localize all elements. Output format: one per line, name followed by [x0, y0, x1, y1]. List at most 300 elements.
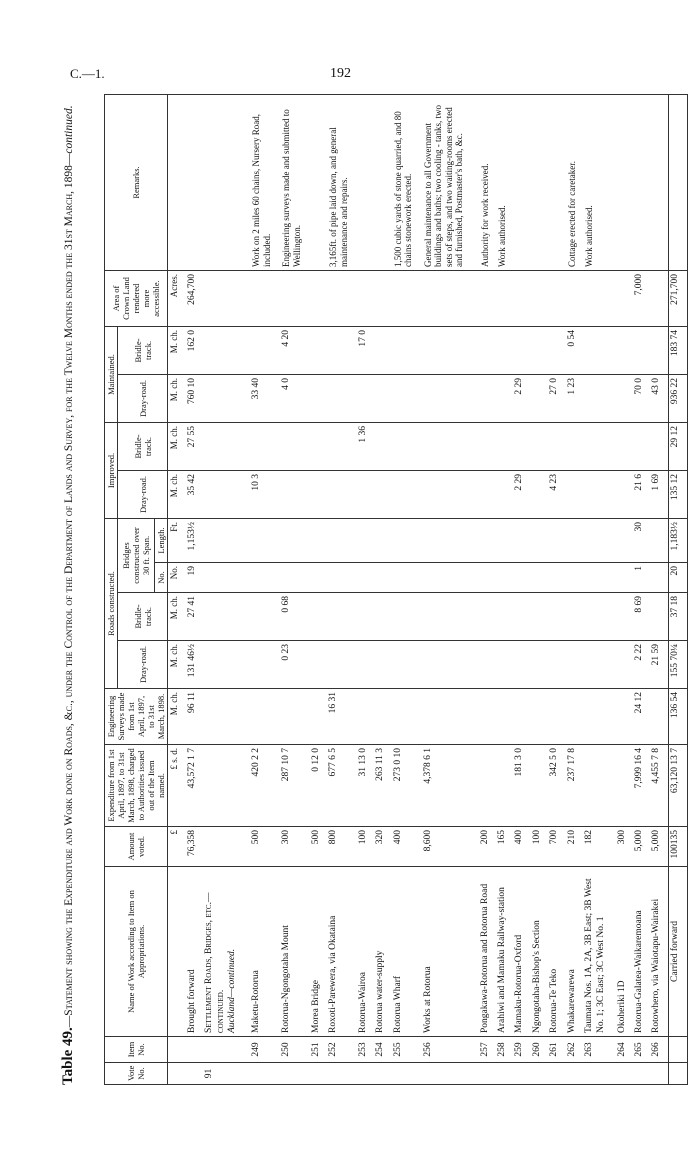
- cell-m-bridle: [327, 326, 357, 374]
- cell-bridges-length: [566, 519, 583, 563]
- table-caption: [60, 95, 77, 1085]
- cell-c-bridle: [496, 593, 513, 641]
- cell-surveys: [422, 689, 479, 745]
- cell-expenditure: 342 5 0: [548, 745, 565, 827]
- cell-amount: 210: [566, 827, 583, 867]
- cell-m-dray: 2 29: [513, 374, 530, 422]
- cell-expenditure: 677 6 5: [327, 745, 357, 827]
- cell-area: [374, 270, 391, 326]
- cell-bridges-length: [392, 519, 422, 563]
- cell-remarks: [531, 94, 548, 270]
- table-row: [583, 94, 615, 1084]
- cell-expenditure: [531, 745, 548, 827]
- cell-surveys: [650, 689, 668, 745]
- cell-c-bridle: [479, 593, 496, 641]
- cell-c-bridle: [310, 593, 327, 641]
- table-row: [616, 94, 633, 1084]
- cell-remarks: General maintenance to all Government buildings and baths; two cooling - tanks, two sets of steps, and two waiting-rooms erected and furnished, Postmaster's bath, &c.: [422, 94, 479, 270]
- cell-remarks: Authority for work received.: [479, 94, 496, 270]
- cell-c-dray: 21 59: [650, 641, 668, 689]
- section-row: [203, 94, 250, 1084]
- cell-m-bridle: [479, 326, 496, 374]
- unit-cell: £ s. d.: [168, 745, 186, 827]
- cell-c-dray: [566, 641, 583, 689]
- cell-surveys: 136 54: [669, 689, 688, 745]
- table-row: [280, 94, 310, 1084]
- cell-i-dray: [496, 471, 513, 519]
- cell-amount: 5,000: [650, 827, 668, 867]
- cell-m-bridle: 4 20: [280, 326, 310, 374]
- cell-i-dray: [566, 471, 583, 519]
- cell-vote: [548, 1063, 565, 1085]
- cell-c-dray: 0 23: [280, 641, 310, 689]
- cell-area: [531, 270, 548, 326]
- header-improved-dray: Dray-road.: [118, 471, 168, 519]
- cell-bridges-length: [479, 519, 496, 563]
- cell-area: [583, 270, 615, 326]
- cell-surveys: [280, 689, 310, 745]
- cell-vote: [422, 1063, 479, 1085]
- cell-bridges-no: [513, 563, 530, 593]
- cell-surveys: [496, 689, 513, 745]
- vote-number: 91: [203, 1063, 250, 1085]
- cell-area: 264,700: [186, 270, 203, 326]
- cell-bridges-length: [280, 519, 310, 563]
- cell-c-dray: [357, 641, 374, 689]
- cell-vote: [280, 1063, 310, 1085]
- cell-c-dray: [310, 641, 327, 689]
- cell-bridges-no: [357, 563, 374, 593]
- cell-expenditure: 63,120 13 7: [669, 745, 688, 827]
- cell-i-bridle: 27 55: [186, 422, 203, 470]
- cell-name: Roxoti-Parewera, via Okataina: [327, 867, 357, 1037]
- cell-m-dray: [496, 374, 513, 422]
- cell-area: [548, 270, 565, 326]
- brought-forward-row: [186, 94, 203, 1084]
- cell-amount: 100: [357, 827, 374, 867]
- cell-bridges-length: [357, 519, 374, 563]
- cell-area: [650, 270, 668, 326]
- cell-area: [357, 270, 374, 326]
- header-maintained-dray: Dray-road.: [118, 374, 168, 422]
- cell-i-bridle: [374, 422, 391, 470]
- table-row: [310, 94, 327, 1084]
- cell-item-no: 261: [548, 1037, 565, 1063]
- cell-item-no: 258: [496, 1037, 513, 1063]
- cell-bridges-length: 30: [633, 519, 650, 563]
- cell-bridges-no: [583, 563, 615, 593]
- cell-name: Pongakawa-Rotorua and Rotorua Road: [479, 867, 496, 1037]
- cell-surveys: [479, 689, 496, 745]
- cell-m-dray: [422, 374, 479, 422]
- table-row: [496, 94, 513, 1084]
- cell-item-no: 265: [633, 1037, 650, 1063]
- cell-remarks: Work authorised.: [583, 94, 615, 270]
- cell-c-bridle: [616, 593, 633, 641]
- cell-i-bridle: [392, 422, 422, 470]
- cell-amount: 500: [250, 827, 280, 867]
- cell-area: [327, 270, 357, 326]
- cell-expenditure: 43,572 1 7: [186, 745, 203, 827]
- units-row: [168, 94, 186, 1084]
- cell-amount: 165: [496, 827, 513, 867]
- cell-remarks: 3,165ft. of pipe laid down, and general maintenance and repairs.: [327, 94, 357, 270]
- cell-m-bridle: [633, 326, 650, 374]
- cell-expenditure: [616, 745, 633, 827]
- cell-m-bridle: [583, 326, 615, 374]
- cell-bridges-no: [531, 563, 548, 593]
- cell-bridges-length: [548, 519, 565, 563]
- cell-bridges-no: [496, 563, 513, 593]
- header-remarks: Remarks.: [105, 94, 168, 270]
- cell-bridges-length: [650, 519, 668, 563]
- header-maintained: Maintained.: [105, 326, 118, 422]
- cell-vote: [392, 1063, 422, 1085]
- cell-m-bridle: [422, 326, 479, 374]
- cell-m-bridle: [250, 326, 280, 374]
- cell-vote: [479, 1063, 496, 1085]
- cell-vote: [496, 1063, 513, 1085]
- cell-remarks: Engineering surveys made and submitted to Wellington.: [280, 94, 310, 270]
- cell-surveys: [250, 689, 280, 745]
- cell-bridges-length: 1,153½: [186, 519, 203, 563]
- cell-remarks: [513, 94, 530, 270]
- cell-surveys: [566, 689, 583, 745]
- cell-i-bridle: [250, 422, 280, 470]
- page-number: 192: [330, 66, 351, 81]
- cell-area: [280, 270, 310, 326]
- cell-c-dray: 155 70¼: [669, 641, 688, 689]
- cell-amount: 182: [583, 827, 615, 867]
- cell-i-bridle: [422, 422, 479, 470]
- cell-bridges-length: [422, 519, 479, 563]
- cell-i-dray: [327, 471, 357, 519]
- cell-i-bridle: [479, 422, 496, 470]
- unit-cell: M. ch.: [168, 374, 186, 422]
- cell-amount: 300: [616, 827, 633, 867]
- cell-bridges-no: [422, 563, 479, 593]
- cell-m-dray: 936 22: [669, 374, 688, 422]
- cell-m-bridle: 17 0: [357, 326, 374, 374]
- cell-c-bridle: [548, 593, 565, 641]
- cell-expenditure: 263 11 3: [374, 745, 391, 827]
- cell-amount: 800: [327, 827, 357, 867]
- cell-bridges-length: [531, 519, 548, 563]
- cell-bridges-no: [548, 563, 565, 593]
- cell-bridges-no: [280, 563, 310, 593]
- cell-m-bridle: [374, 326, 391, 374]
- rotated-table-region: [60, 95, 690, 1085]
- cell-m-dray: [310, 374, 327, 422]
- cell-name: Rotowhero, via Waiotapu-Wairakei: [650, 867, 668, 1037]
- cell-name: Arahiwi and Mamaku Railway-station: [496, 867, 513, 1037]
- cell-c-bridle: [650, 593, 668, 641]
- table-row: [513, 94, 530, 1084]
- cell-vote: [566, 1063, 583, 1085]
- header-vote-no: Vote No.: [105, 1063, 168, 1085]
- cell-surveys: [392, 689, 422, 745]
- cell-item-no: 254: [374, 1037, 391, 1063]
- carried-forward-label: Carried forward: [669, 867, 688, 1037]
- cell-name: Okoheriki 1D: [616, 867, 633, 1037]
- cell-bridges-length: [327, 519, 357, 563]
- expenditure-table: [104, 94, 688, 1085]
- cell-m-dray: [392, 374, 422, 422]
- cell-name: Whakarewarewa: [566, 867, 583, 1037]
- cell-remarks: [616, 94, 633, 270]
- cell-vote: [633, 1063, 650, 1085]
- cell-surveys: [548, 689, 565, 745]
- cell-i-bridle: 29 12: [669, 422, 688, 470]
- cell-i-dray: 35 42: [186, 471, 203, 519]
- cell-c-bridle: [392, 593, 422, 641]
- cell-item-no: 266: [650, 1037, 668, 1063]
- unit-cell: Ft.: [168, 519, 186, 563]
- cell-i-bridle: [280, 422, 310, 470]
- cell-expenditure: [583, 745, 615, 827]
- cell-area: [479, 270, 496, 326]
- cell-i-dray: [531, 471, 548, 519]
- cell-i-dray: [357, 471, 374, 519]
- cell-surveys: 24 12: [633, 689, 650, 745]
- cell-m-bridle: [310, 326, 327, 374]
- cell-m-bridle: 0 54: [566, 326, 583, 374]
- cell-name: Taumata Nos. 1A, 2A, 3B East; 3B West No. 1; 3C East; 3C West No. 1: [583, 867, 615, 1037]
- cell-m-bridle: 162 0: [186, 326, 203, 374]
- header-improved-bridle: Bridle-track.: [118, 422, 168, 470]
- cell-c-bridle: 8 69: [633, 593, 650, 641]
- cell-item-no: 253: [357, 1037, 374, 1063]
- cell-c-bridle: 27 41: [186, 593, 203, 641]
- cell-item-no: 251: [310, 1037, 327, 1063]
- cell-area: [616, 270, 633, 326]
- unit-cell: M. ch.: [168, 326, 186, 374]
- cell-m-dray: 43 0: [650, 374, 668, 422]
- unit-cell: M. ch.: [168, 471, 186, 519]
- cell-i-dray: 4 23: [548, 471, 565, 519]
- cell-name: Rotorua Wharf: [392, 867, 422, 1037]
- cell-item-no: 259: [513, 1037, 530, 1063]
- cell-bridges-length: [250, 519, 280, 563]
- cell-expenditure: 181 3 0: [513, 745, 530, 827]
- cell-c-bridle: 37 18: [669, 593, 688, 641]
- cell-m-dray: [357, 374, 374, 422]
- cell-remarks: Cottage erected for caretaker.: [566, 94, 583, 270]
- cell-name: Works at Rotorua: [422, 867, 479, 1037]
- cell-m-dray: 33 40: [250, 374, 280, 422]
- cell-i-dray: [280, 471, 310, 519]
- cell-amount: 700: [548, 827, 565, 867]
- cell-amount: 200: [479, 827, 496, 867]
- cell-c-dray: 2 22: [633, 641, 650, 689]
- cell-m-dray: 1 23: [566, 374, 583, 422]
- cell-i-bridle: [633, 422, 650, 470]
- cell-expenditure: [496, 745, 513, 827]
- section-subtitle: Auckland—continued.: [227, 948, 238, 1033]
- cell-m-bridle: [392, 326, 422, 374]
- section-title: [203, 867, 250, 1037]
- cell-item-no: 255: [392, 1037, 422, 1063]
- cell-vote: [310, 1063, 327, 1085]
- cell-surveys: [374, 689, 391, 745]
- cell-area: [392, 270, 422, 326]
- cell-bridges-no: [479, 563, 496, 593]
- cell-name: Morea Bridge: [310, 867, 327, 1037]
- cell-expenditure: 287 10 7: [280, 745, 310, 827]
- cell-c-bridle: [250, 593, 280, 641]
- cell-c-dray: [374, 641, 391, 689]
- cell-amount: 5,000: [633, 827, 650, 867]
- cell-bridges-no: 20: [669, 563, 688, 593]
- table-continued: continued.: [63, 105, 75, 154]
- cell-amount: 100135: [669, 827, 688, 867]
- header-maintained-bridle: Bridle-track.: [118, 326, 168, 374]
- cell-surveys: [583, 689, 615, 745]
- cell-bridges-length: [374, 519, 391, 563]
- cell-i-bridle: [583, 422, 615, 470]
- table-row: [357, 94, 374, 1084]
- cell-c-dray: [479, 641, 496, 689]
- cell-c-bridle: [513, 593, 530, 641]
- cell-m-dray: [583, 374, 615, 422]
- cell-i-bridle: [513, 422, 530, 470]
- cell-c-bridle: 0 68: [280, 593, 310, 641]
- header-expenditure: Expenditure from 1st April, 1897, to 31st March, 1898, charged to Authorities issued out of the Item named.: [105, 745, 168, 827]
- cell-bridges-length: 1,183½: [669, 519, 688, 563]
- cell-i-bridle: [566, 422, 583, 470]
- cell-i-bridle: [496, 422, 513, 470]
- header-roads-constructed: Roads constructed.: [105, 519, 118, 689]
- cell-expenditure: 4,378 6 1: [422, 745, 479, 827]
- cell-m-dray: 70 0: [633, 374, 650, 422]
- cell-vote: [650, 1063, 668, 1085]
- cell-area: 271,700: [669, 270, 688, 326]
- cell-i-dray: 135 12: [669, 471, 688, 519]
- cell-area: 7,000: [633, 270, 650, 326]
- unit-cell: M. ch.: [168, 593, 186, 641]
- cell-remarks: [548, 94, 565, 270]
- cell-area: [422, 270, 479, 326]
- cell-name: Rotorua-Te Teko: [548, 867, 565, 1037]
- table-row: [250, 94, 280, 1084]
- cell-remarks: [374, 94, 391, 270]
- cell-bridges-no: [374, 563, 391, 593]
- header-bridges-length: Length.: [155, 519, 168, 563]
- cell-i-dray: 1 69: [650, 471, 668, 519]
- cell-surveys: 16 31: [327, 689, 357, 745]
- header-name: Name of Work according to Item on Appropriations.: [105, 867, 168, 1037]
- header-constructed-bridle: Bridle-track.: [118, 593, 168, 641]
- cell-c-dray: [327, 641, 357, 689]
- cell-c-bridle: [357, 593, 374, 641]
- cell-name: Rotorua-Galatea-Waikaremoana: [633, 867, 650, 1037]
- cell-bridges-length: [310, 519, 327, 563]
- section-title-text: Settlement Roads, Bridges, etc.—continued.: [204, 892, 226, 1033]
- cell-vote: [583, 1063, 615, 1085]
- cell-c-dray: [513, 641, 530, 689]
- cell-surveys: [310, 689, 327, 745]
- unit-cell: No.: [168, 563, 186, 593]
- cell-c-dray: [422, 641, 479, 689]
- cell-c-bridle: [422, 593, 479, 641]
- table-row: [422, 94, 479, 1084]
- cell-m-dray: 4 0: [280, 374, 310, 422]
- brought-forward-label: Brought forward: [186, 867, 203, 1037]
- cell-c-dray: [496, 641, 513, 689]
- cell-remarks: Work authorised.: [496, 94, 513, 270]
- cell-amount: 300: [280, 827, 310, 867]
- cell-bridges-length: [583, 519, 615, 563]
- cell-i-dray: [616, 471, 633, 519]
- cell-name: Rotorua-Wairoa: [357, 867, 374, 1037]
- cell-c-dray: [392, 641, 422, 689]
- cell-i-bridle: [531, 422, 548, 470]
- cell-m-bridle: [531, 326, 548, 374]
- cell-remarks: [633, 94, 650, 270]
- cell-amount: 320: [374, 827, 391, 867]
- cell-remarks: [310, 94, 327, 270]
- cell-item-no: 263: [583, 1037, 615, 1063]
- cell-i-bridle: [650, 422, 668, 470]
- cell-c-dray: [616, 641, 633, 689]
- cell-name: Maketu-Rotorua: [250, 867, 280, 1037]
- cell-bridges-no: [310, 563, 327, 593]
- cell-bridges-length: [496, 519, 513, 563]
- cell-m-bridle: 183 74: [669, 326, 688, 374]
- cell-item-no: 252: [327, 1037, 357, 1063]
- cell-expenditure: 237 17 8: [566, 745, 583, 827]
- cell-amount: 500: [310, 827, 327, 867]
- cell-remarks: Work on 2 miles 60 chains, Nursery Road, included.: [250, 94, 280, 270]
- cell-name: Rotorua water-supply: [374, 867, 391, 1037]
- cell-bridges-no: 19: [186, 563, 203, 593]
- table-row: [479, 94, 496, 1084]
- cell-bridges-no: [616, 563, 633, 593]
- cell-area: [513, 270, 530, 326]
- table-title: —Statement showing the Expenditure and Work done on Roads, &c., under the Control of the Department of Lands and Survey, for the Twelve Months ended the 31st March, 1898—: [63, 153, 75, 1028]
- cell-vote: [374, 1063, 391, 1085]
- cell-i-bridle: 1 36: [357, 422, 374, 470]
- cell-c-dray: [250, 641, 280, 689]
- cell-c-dray: 131 46½: [186, 641, 203, 689]
- cell-m-bridle: [650, 326, 668, 374]
- unit-cell: M. ch.: [168, 641, 186, 689]
- cell-i-bridle: [548, 422, 565, 470]
- cell-bridges-length: [513, 519, 530, 563]
- cell-m-bridle: [496, 326, 513, 374]
- cell-amount: 8,600: [422, 827, 479, 867]
- cell-vote: [513, 1063, 530, 1085]
- unit-cell: M. ch.: [168, 422, 186, 470]
- cell-c-dray: [548, 641, 565, 689]
- cell-remarks: [650, 94, 668, 270]
- cell-i-dray: 21 6: [633, 471, 650, 519]
- cell-c-bridle: [583, 593, 615, 641]
- cell-m-dray: 27 0: [548, 374, 565, 422]
- cell-surveys: 96 11: [186, 689, 203, 745]
- cell-expenditure: 0 12 0: [310, 745, 327, 827]
- cell-item-no: 249: [250, 1037, 280, 1063]
- cell-bridges-no: [566, 563, 583, 593]
- cell-item-no: 256: [422, 1037, 479, 1063]
- header-bridges: Bridges constructed over 30 ft. Span.: [118, 519, 155, 593]
- cell-area: [496, 270, 513, 326]
- cell-vote: [250, 1063, 280, 1085]
- cell-bridges-no: 1: [633, 563, 650, 593]
- cell-vote: [357, 1063, 374, 1085]
- cell-i-dray: [310, 471, 327, 519]
- cell-expenditure: 31 13 0: [357, 745, 374, 827]
